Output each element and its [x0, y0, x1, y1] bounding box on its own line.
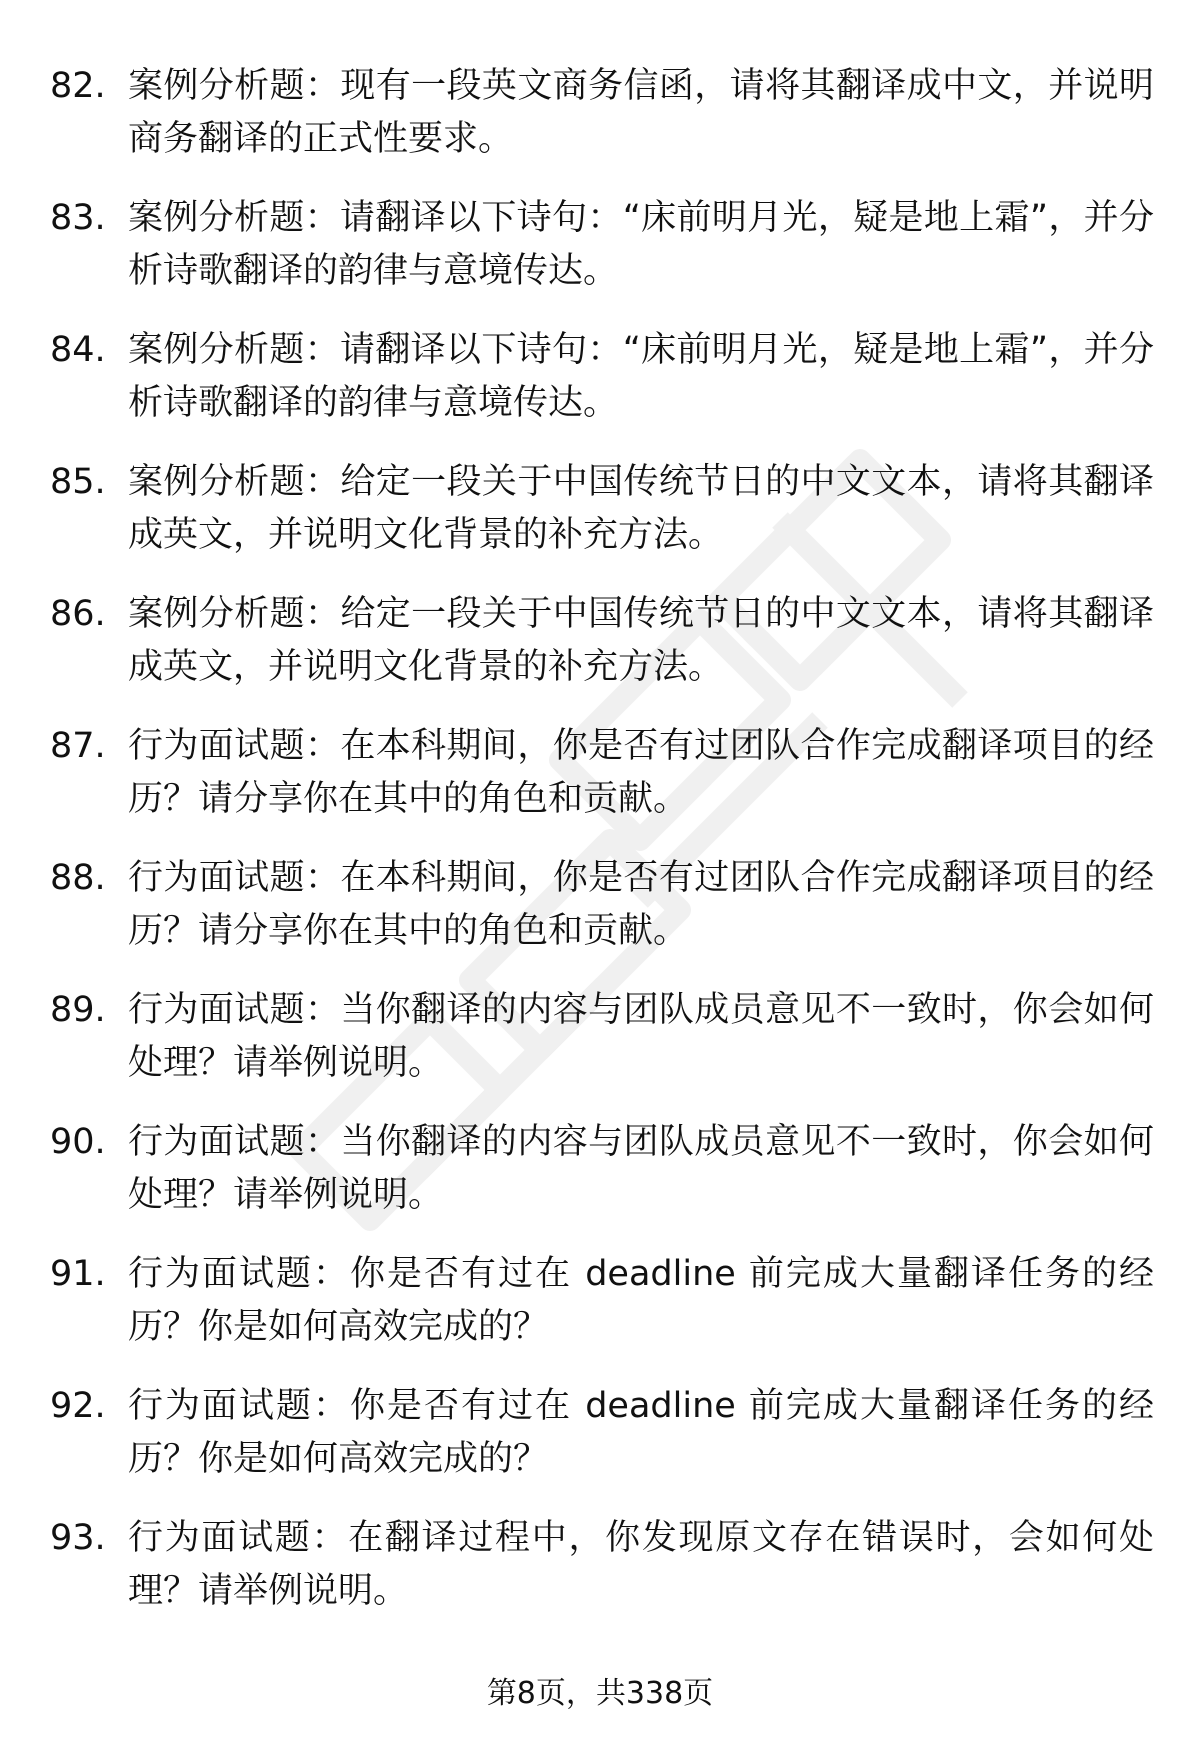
question-text: 行为面试题：在翻译过程中，你发现原文存在错误时，会如何处理？请举例说明。 — [128, 1518, 1154, 1611]
list-item — [50, 1116, 1160, 1248]
question-text: 案例分析题：请翻译以下诗句：“床前明月光，疑是地上霜”，并分析诗歌翻译的韵律与意境传达。 — [128, 330, 1154, 423]
question-number: 88. — [50, 858, 106, 898]
list-item — [50, 324, 1160, 456]
question-text: 行为面试题：你是否有过在 deadline 前完成大量翻译任务的经历？你是如何高效完成的？ — [128, 1254, 1154, 1347]
question-number: 84. — [50, 330, 106, 370]
question-text: 行为面试题：在本科期间，你是否有过团队合作完成翻译项目的经历？请分享你在其中的角色和贡献。 — [128, 726, 1154, 819]
list-item — [50, 60, 1160, 192]
question-number: 87. — [50, 726, 106, 766]
list-item — [50, 1248, 1160, 1380]
question-number: 90. — [50, 1122, 106, 1162]
question-text: 案例分析题：给定一段关于中国传统节日的中文文本，请将其翻译成英文，并说明文化背景的补充方法。 — [128, 462, 1154, 555]
list-item — [50, 720, 1160, 852]
page-number-footer: 第8页，共338页 — [486, 1676, 714, 1711]
list-item — [50, 588, 1160, 720]
question-text: 行为面试题：当你翻译的内容与团队成员意见不一致时，你会如何处理？请举例说明。 — [128, 990, 1154, 1083]
question-text: 行为面试题：当你翻译的内容与团队成员意见不一致时，你会如何处理？请举例说明。 — [128, 1122, 1154, 1215]
list-item — [50, 984, 1160, 1116]
question-number: 91. — [50, 1254, 106, 1294]
question-number: 89. — [50, 990, 106, 1030]
question-number: 86. — [50, 594, 106, 634]
question-number: 92. — [50, 1386, 106, 1426]
list-item — [50, 456, 1160, 588]
question-text: 案例分析题：给定一段关于中国传统节日的中文文本，请将其翻译成英文，并说明文化背景的补充方法。 — [128, 594, 1154, 687]
list-item — [50, 852, 1160, 984]
question-number: 82. — [50, 66, 106, 106]
list-item — [50, 192, 1160, 324]
question-list — [50, 60, 1160, 1644]
list-item — [50, 1380, 1160, 1512]
question-number: 83. — [50, 198, 106, 238]
question-number: 93. — [50, 1518, 106, 1558]
question-text: 行为面试题：在本科期间，你是否有过团队合作完成翻译项目的经历？请分享你在其中的角色和贡献。 — [128, 858, 1154, 951]
question-text: 行为面试题：你是否有过在 deadline 前完成大量翻译任务的经历？你是如何高效完成的？ — [128, 1386, 1154, 1479]
question-text: 案例分析题：请翻译以下诗句：“床前明月光，疑是地上霜”，并分析诗歌翻译的韵律与意境传达。 — [128, 198, 1154, 291]
list-item — [50, 1512, 1160, 1644]
question-number: 85. — [50, 462, 106, 502]
question-text: 案例分析题：现有一段英文商务信函，请将其翻译成中文，并说明商务翻译的正式性要求。 — [128, 66, 1154, 159]
